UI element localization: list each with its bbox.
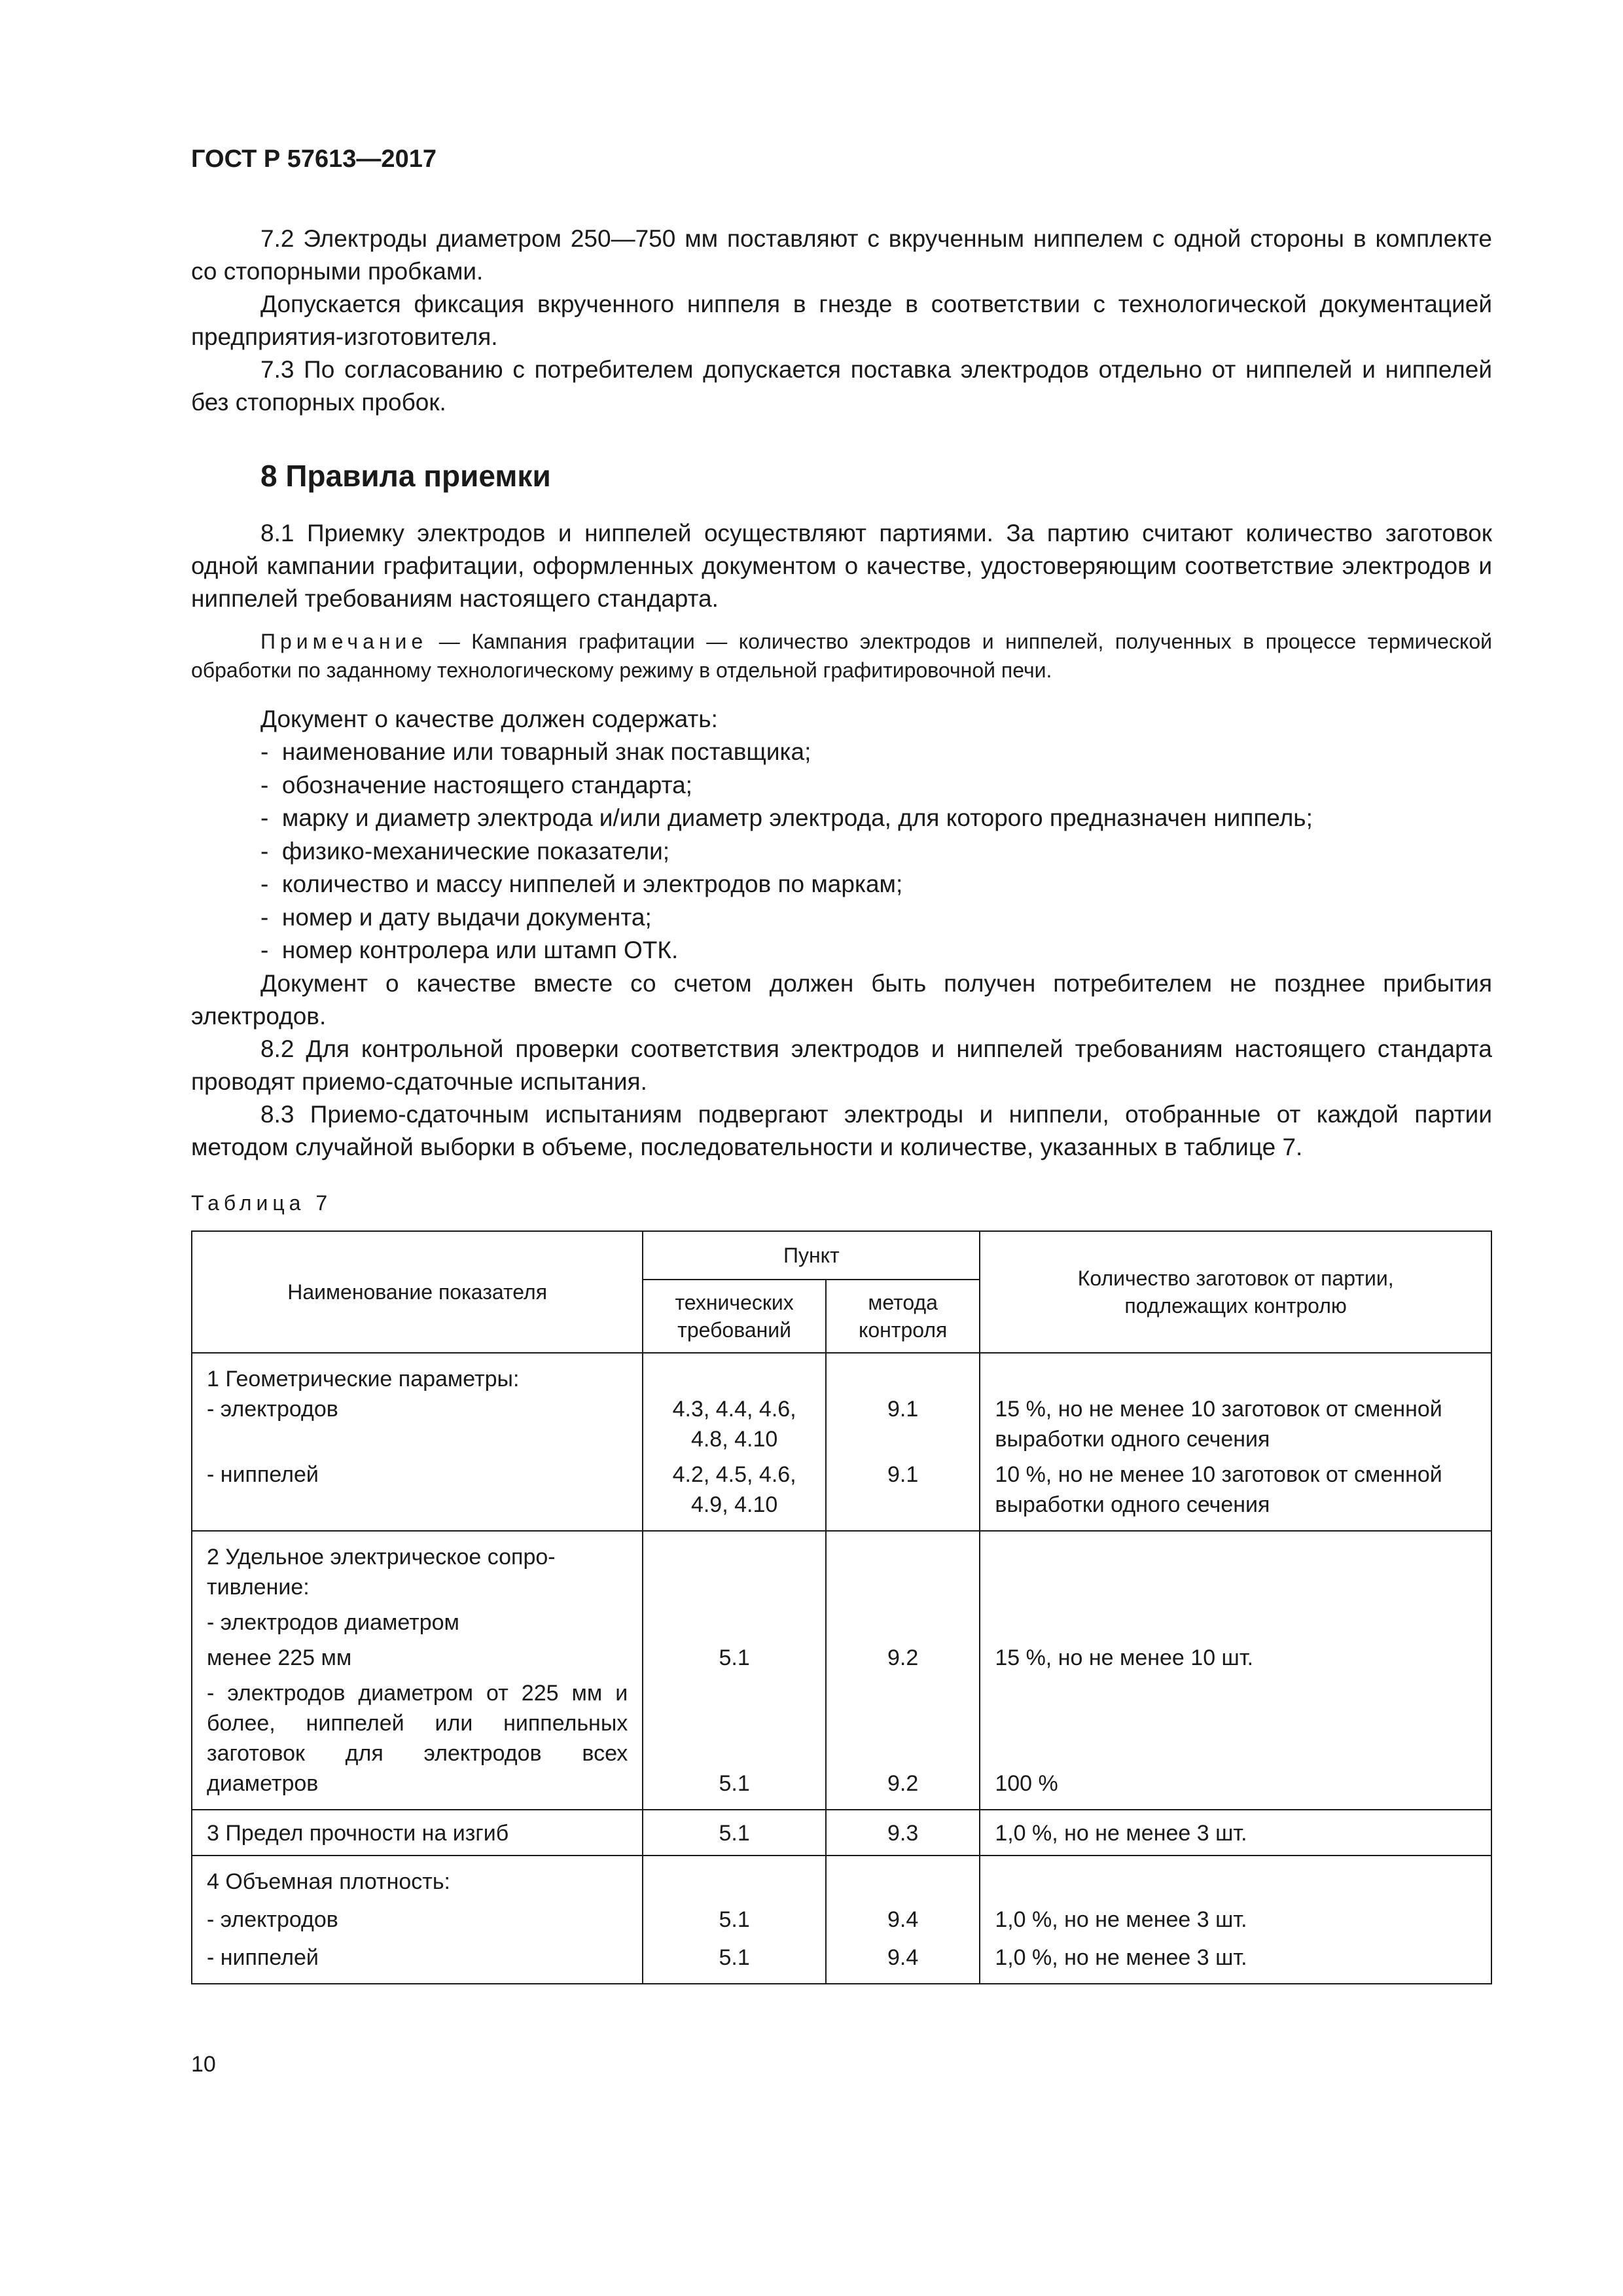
- table-caption: Таблица 7: [191, 1191, 332, 1215]
- row2-title-2: тивление:: [207, 1575, 310, 1600]
- row1-n-qty-2: выработки одного сечения: [995, 1492, 1270, 1517]
- header-method-line2: контроля: [858, 1318, 948, 1342]
- paragraph-7-2-note: Допускается фиксация вкрученного ниппеля в гнезде в соответствии с технологической документацией предприятия-изготовителя.: [191, 291, 1492, 350]
- row2-a-tech: 5.1: [719, 1645, 750, 1670]
- paragraph-8-2: 8.2 Для контрольной проверки соответствия электродов и ниппелей требованиям настоящего стандарта проводят приемо-сдаточные испытания.: [191, 1035, 1492, 1095]
- row1-e-qty-2: выработки одного сечения: [995, 1427, 1270, 1452]
- list-item: - количество и массу ниппелей и электродов по маркам;: [260, 868, 1313, 901]
- row4-n-tech: 5.1: [719, 1945, 750, 1970]
- row1-e-qty-1: 15 %, но не менее 10 заготовок от сменной: [995, 1397, 1442, 1422]
- row4-title: 4 Объемная плотность:: [207, 1869, 451, 1894]
- row1-electrodes: - электродов: [207, 1397, 338, 1422]
- row2-b-qty: 100 %: [995, 1771, 1058, 1796]
- row1-n-qty-1: 10 %, но не менее 10 заготовок от сменной: [995, 1462, 1442, 1487]
- row2-a-qty: 15 %, но не менее 10 шт.: [995, 1645, 1254, 1670]
- list-item: - обозначение настоящего стандарта;: [260, 769, 1313, 802]
- list-item: - физико-механические показатели;: [260, 835, 1313, 869]
- row3-tech: 5.1: [719, 1821, 750, 1846]
- header-qty-line2: подлежащих контролю: [1124, 1294, 1347, 1318]
- row3-method: 9.3: [887, 1821, 919, 1846]
- paragraph-8-1: 8.1 Приемку электродов и ниппелей осуществляют партиями. За партию считают количество заготовок одной кампании графитации, оформленных документом о качестве, удостоверяющим соответствие электродов и ниппелей требованиям настоящего стандарта.: [191, 520, 1492, 612]
- row1-title: 1 Геометрические параметры:: [207, 1367, 520, 1391]
- row1-n-tech-1: 4.2, 4.5, 4.6,: [672, 1462, 796, 1487]
- paragraph-7-3: 7.3 По согласованию с потребителем допускается поставка электродов отдельно от ниппелей и ниппелей без стопорных пробок.: [191, 356, 1492, 416]
- paragraph-8-3: 8.3 Приемо-сдаточным испытаниям подвергают электроды и ниппели, отобранные от каждой партии методом случайной выборки в объеме, последовательности и количестве, указанных в таблице 7.: [191, 1101, 1492, 1160]
- table-row: [192, 1810, 1491, 1856]
- header-tech-line2: требований: [677, 1318, 792, 1342]
- list-item: - марку и диаметр электрода и/или диаметр электрода, для которого предназначен ниппель;: [260, 802, 1313, 835]
- row1-e-tech-1: 4.3, 4.4, 4.6,: [672, 1397, 796, 1422]
- row1-nipples: - ниппелей: [207, 1462, 319, 1487]
- note-label: Примечание: [260, 630, 428, 653]
- table-7: [191, 1230, 1492, 1984]
- table-row: [192, 1353, 1491, 1531]
- header-qty: [980, 1231, 1491, 1353]
- row1-e-tech-2: 4.8, 4.10: [690, 1427, 778, 1452]
- row4-e-qty: 1,0 %, но не менее 3 шт.: [995, 1907, 1247, 1932]
- header-method-line1: метода: [868, 1291, 938, 1314]
- row2-title-1: 2 Удельное электрическое сопро-: [207, 1545, 556, 1570]
- header-name: Наименование показателя: [192, 1231, 643, 1353]
- header-method: [826, 1280, 980, 1353]
- note: [191, 627, 1492, 685]
- row2-b-method: 9.2: [887, 1771, 919, 1796]
- row2-b-tech: 5.1: [719, 1771, 750, 1796]
- row2-a-2: менее 225 мм: [207, 1645, 352, 1670]
- row3-title: 3 Предел прочности на изгиб: [207, 1821, 509, 1846]
- doc-after-paragraph: Документ о качестве вместе со счетом должен быть получен потребителем не позднее прибытия электродов.: [191, 970, 1492, 1030]
- row2-a-method: 9.2: [887, 1645, 919, 1670]
- row4-nipples: - ниппелей: [207, 1945, 319, 1970]
- row1-n-tech-2: 4.9, 4.10: [690, 1492, 778, 1517]
- row4-n-qty: 1,0 %, но не менее 3 шт.: [995, 1945, 1247, 1970]
- list-item: - номер контролера или штамп ОТК.: [260, 934, 1313, 967]
- row1-n-method: 9.1: [887, 1462, 919, 1487]
- doc-intro: Документ о качестве должен содержать:: [260, 706, 718, 732]
- page-number: 10: [191, 2052, 216, 2077]
- paragraph-7-2: 7.2 Электроды диаметром 250—750 мм поставляют с вкрученным ниппелем с одной стороны в комплекте со стопорными пробками.: [191, 225, 1492, 285]
- section-title: 8 Правила приемки: [260, 459, 551, 493]
- row1-e-method: 9.1: [887, 1397, 919, 1422]
- row4-n-method: 9.4: [887, 1945, 919, 1970]
- document-header: ГОСТ Р 57613—2017: [191, 145, 437, 173]
- list-item: - номер и дату выдачи документа;: [260, 901, 1313, 935]
- doc-requirements-list: [260, 736, 1313, 967]
- header-punkt: Пункт: [643, 1231, 980, 1280]
- row4-electrodes: - электродов: [207, 1907, 338, 1932]
- row4-e-tech: 5.1: [719, 1907, 750, 1932]
- table-row: [192, 1531, 1491, 1810]
- row2-a-1: - электродов диаметром: [207, 1610, 459, 1635]
- table-row: [192, 1856, 1491, 1984]
- list-item: - наименование или товарный знак поставщика;: [260, 736, 1313, 769]
- row4-e-method: 9.4: [887, 1907, 919, 1932]
- row2-b-text: - электродов диаметром от 225 мм и более, ниппелей или ниппельных заготовок для электродов всех диаметров: [207, 1681, 628, 1796]
- row3-qty: 1,0 %, но не менее 3 шт.: [995, 1821, 1247, 1846]
- note-text: — Кампания графитации — количество электродов и ниппелей, полученных в процессе термической обработки по заданному технологическому режиму в отдельной графитировочной печи.: [191, 630, 1492, 682]
- header-tech: [643, 1280, 826, 1353]
- header-tech-line1: технических: [675, 1291, 794, 1314]
- header-qty-line1: Количество заготовок от партии,: [1077, 1266, 1394, 1290]
